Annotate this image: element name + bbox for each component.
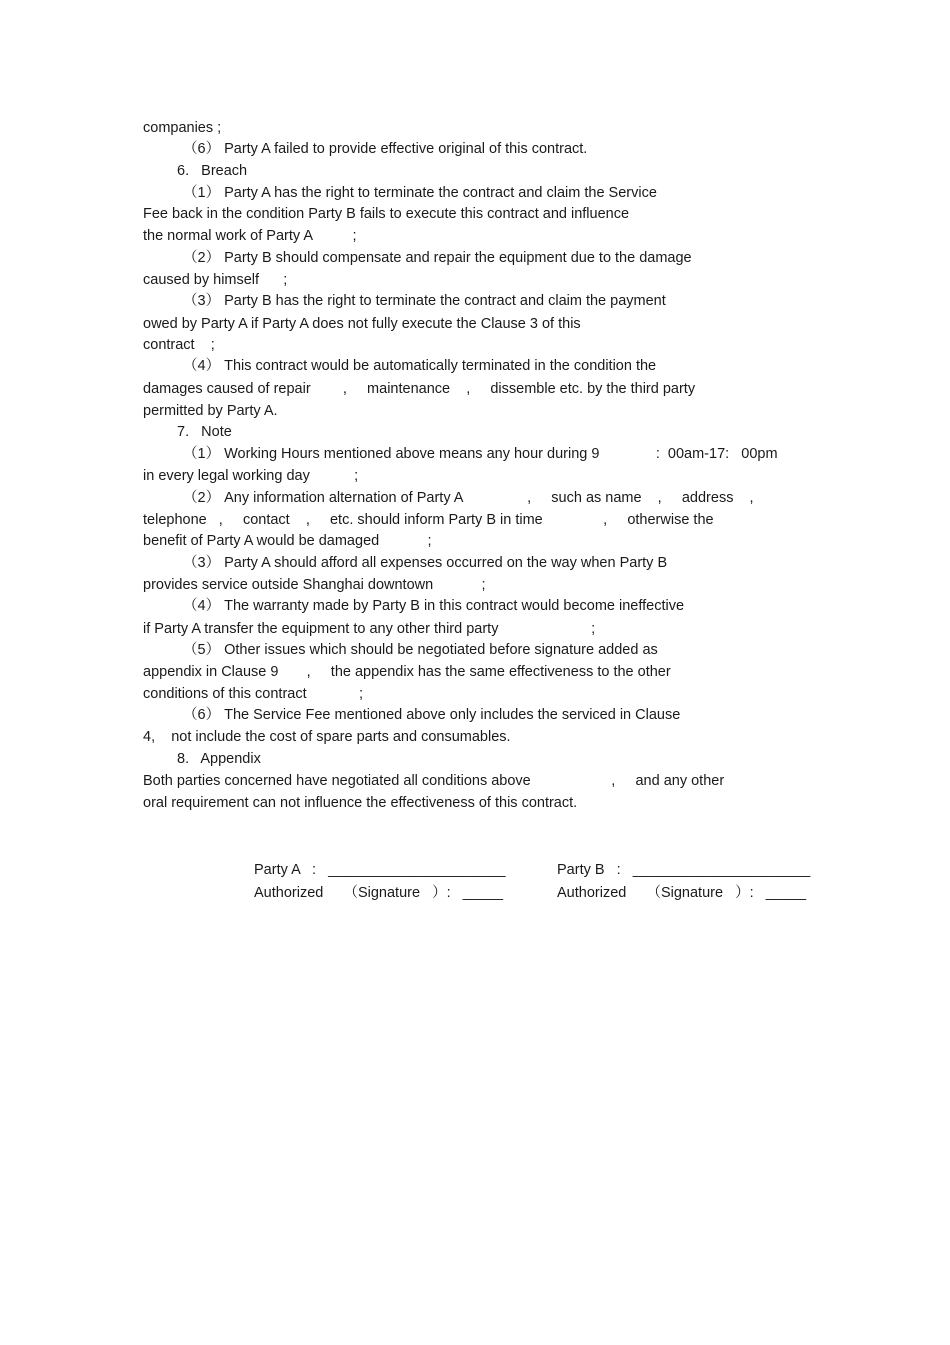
text-line: companies ; bbox=[143, 120, 222, 136]
text-line: Both parties concerned have negotiated all conditions above , and any other bbox=[143, 773, 725, 789]
text-line: provides service outside Shanghai downtown ; bbox=[143, 577, 486, 593]
text-line: （1） Party A has the right to terminate the contract and claim the Service bbox=[183, 185, 657, 201]
text-line: 4, not include the cost of spare parts and consumables. bbox=[143, 729, 511, 745]
party-b-signature-line: Party B : ______________________ bbox=[557, 862, 811, 878]
section-heading: 7. Note bbox=[177, 424, 232, 440]
text-line: telephone , contact , etc. should inform Party B in time , otherwise the bbox=[143, 512, 714, 528]
text-line: （1） Working Hours mentioned above means any hour during 9 : 00am-17: 00pm bbox=[183, 446, 778, 462]
text-line: if Party A transfer the equipment to any other third party ; bbox=[143, 621, 596, 637]
text-line: （3） Party B has the right to terminate the contract and claim the payment bbox=[183, 293, 666, 309]
text-line: owed by Party A if Party A does not fully execute the Clause 3 of this bbox=[143, 316, 581, 332]
section-heading: 6. Breach bbox=[177, 163, 248, 179]
text-line: permitted by Party A. bbox=[143, 403, 278, 419]
text-line: （4） The warranty made by Party B in this contract would become ineffective bbox=[183, 598, 685, 614]
text-line: （3） Party A should afford all expenses occurred on the way when Party B bbox=[183, 555, 668, 571]
text-line: caused by himself ; bbox=[143, 272, 288, 288]
text-line: Fee back in the condition Party B fails to execute this contract and influence bbox=[143, 206, 630, 222]
section-heading: 8. Appendix bbox=[177, 751, 261, 767]
text-line: （2） Any information alternation of Party A , such as name , address , bbox=[183, 490, 754, 506]
text-line: （6） The Service Fee mentioned above only includes the serviced in Clause bbox=[183, 707, 681, 723]
text-line: benefit of Party A would be damaged ; bbox=[143, 533, 432, 549]
text-line: in every legal working day ; bbox=[143, 468, 359, 484]
text-line: damages caused of repair , maintenance , dissemble etc. by the third party bbox=[143, 381, 696, 397]
party-a-authorized-line: Authorized （Signature ）: _____ bbox=[254, 885, 504, 901]
text-line: appendix in Clause 9 , the appendix has the same effectiveness to the other bbox=[143, 664, 671, 680]
text-line: the normal work of Party A ; bbox=[143, 228, 357, 244]
party-a-signature-line: Party A : ______________________ bbox=[254, 862, 506, 878]
text-line: （6） Party A failed to provide effective original of this contract. bbox=[183, 141, 588, 157]
text-line: conditions of this contract ; bbox=[143, 686, 364, 702]
text-line: （4） This contract would be automatically terminated in the condition the bbox=[183, 358, 657, 374]
text-line: （5） Other issues which should be negotiated before signature added as bbox=[183, 642, 658, 658]
text-line: oral requirement can not influence the effectiveness of this contract. bbox=[143, 795, 578, 811]
party-b-authorized-line: Authorized （Signature ）: _____ bbox=[557, 885, 807, 901]
text-line: （2） Party B should compensate and repair the equipment due to the damage bbox=[183, 250, 692, 266]
text-line: contract ; bbox=[143, 337, 215, 353]
